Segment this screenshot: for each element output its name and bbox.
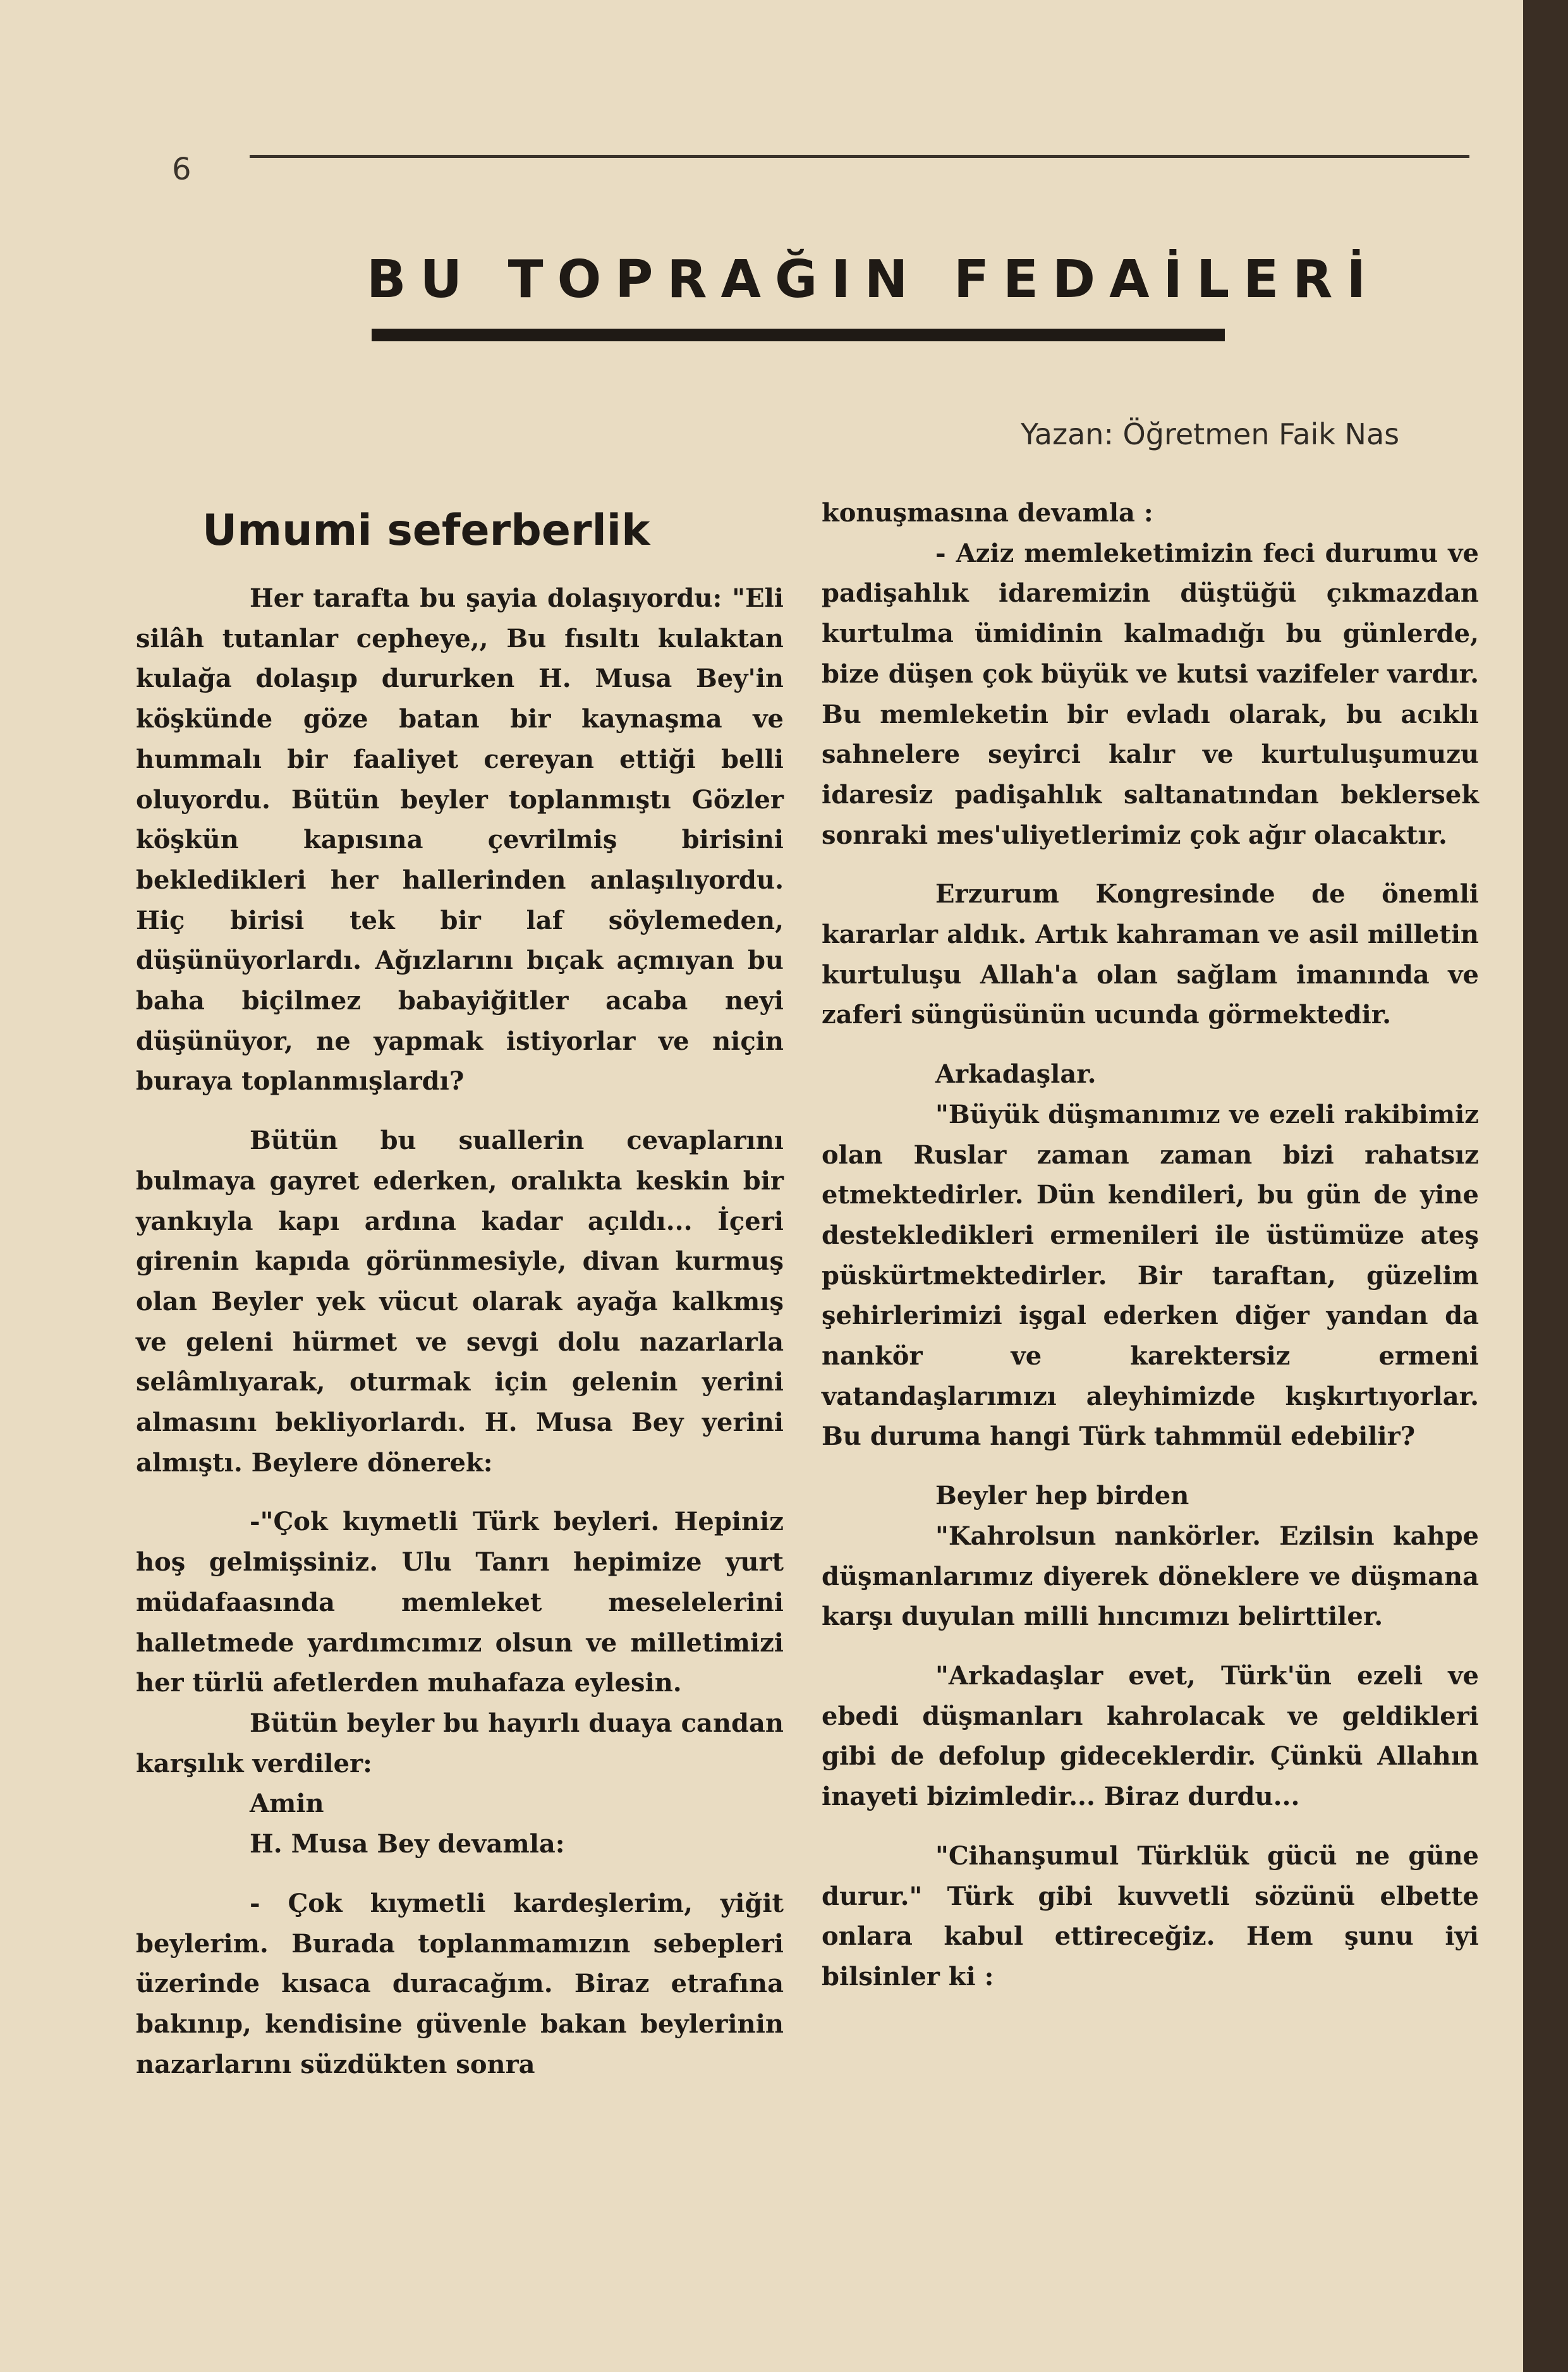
paragraph: Amin xyxy=(250,1789,324,1819)
paragraph: "Arkadaşlar evet, Türk'ün ezeli ve ebedi düşmanları kahrolacak ve geldikleri gibi de defolup gideceklerdir. Çünkü Allahın inayeti bizimledir... Biraz durdu... xyxy=(822,1660,1479,1812)
paragraph: Bütün beyler bu hayırlı duaya candan karşılık verdiler: xyxy=(136,1708,784,1779)
paragraph: "Cihanşumul Türklük gücü ne güne durur." Türk gibi kuvvetli sözünü elbette onlara kabul ettireceğiz. Hem şunu iyi bilsinler ki : xyxy=(822,1840,1479,1992)
section-title: Umumi seferberlik xyxy=(202,506,650,556)
article-title: BU TOPRAĞIN FEDAİLERİ xyxy=(367,250,1380,310)
paragraph: Bütün bu suallerin cevaplarını bulmaya gayret ederken, oralıkta keskin bir yankıyla kapı ardına kadar açıldı... İçeri girenin kapıda görünmesiyle, divan kurmuş olan Beyler yek vücut olarak ayağa kalkmış ve geleni hürmet ve sevgi dolu nazarlarla selâmlıyarak, oturmak için gelenin yerini almasını bekliyorlardı. H. Musa Bey yerini almıştı. Beylere dönerek: xyxy=(136,1126,784,1478)
paragraph: Beyler hep birden xyxy=(935,1481,1189,1511)
paragraph: - Aziz memleketimizin feci durumu ve padişahlık idaremizin düştüğü çıkmazdan kurtulma ümidinin kalmadığı bu günlerde, bize düşen çok büyük ve kutsi vazifeler vardır. Bu memleketin bir evladı olarak, bu acıklı sahnelere seyirci kalır ve kurtuluşumuzu idaresiz padişahlık saltanatından beklersek sonraki mes'uliyetlerimiz çok ağır olacaktır. xyxy=(822,538,1479,850)
right-column xyxy=(822,493,1479,1997)
page-number: 6 xyxy=(172,152,191,187)
title-underline xyxy=(372,329,1225,341)
paragraph: - Çok kıymetli kardeşlerim, yiğit beylerim. Burada toplanmamızın sebepleri üzerinde kısaca duracağım. Biraz etrafına bakınıp, kendisine güvenle bakan beylerinin nazarlarını süzdükten sonra xyxy=(136,1888,784,2079)
top-rule xyxy=(250,155,1469,158)
paragraph: Her tarafta bu şayia dolaşıyordu: "Eli silâh tutanlar cepheye,, Bu fısıltı kulaktan kulağa dolaşıp dururken H. Musa Bey'in köşkünde göze batan bir kaynaşma ve hummalı bir faaliyet cereyan ettiği belli oluyordu. Bütün beyler toplanmıştı Gözler köşkün kapısına çevrilmiş birisini bekledikleri her hallerinden anlaşılıyordu. Hiç birisi tek bir laf söylemeden, düşünüyorlardı. Ağızlarını bıçak açmıyan bu baha biçilmez babayiğitler acaba neyi düşünüyor, ne yapmak istiyorlar ve niçin buraya toplanmışlardı? xyxy=(136,583,784,1097)
byline: Yazan: Öğretmen Faik Nas xyxy=(1021,417,1400,451)
paragraph: "Kahrolsun nankörler. Ezilsin kahpe düşmanlarımız diyerek döneklere ve düşmana karşı duyulan milli hıncımızı belirttiler. xyxy=(822,1521,1479,1632)
paragraph: -"Çok kıymetli Türk beyleri. Hepiniz hoş gelmişsiniz. Ulu Tanrı hepimize yurt müdafaasında memleket meselelerini halletmede yardımcımız olsun ve milletimizi her türlü afetlerden muhafaza eylesin. xyxy=(136,1507,784,1698)
paragraph: Arkadaşlar. xyxy=(935,1059,1097,1090)
left-column xyxy=(136,578,784,2084)
paragraph: H. Musa Bey devamla: xyxy=(250,1829,565,1859)
paragraph: "Büyük düşmanımız ve ezeli rakibimiz olan Ruslar zaman zaman bizi rahatsız etmektedirler. Dün kendileri, bu gün de yine destekledikleri ermenileri ile üstümüze ateş püskürtmektedirler. Bir taraftan, güzelim şehirlerimizi işgal ederken diğer yandan da nankör ve karektersiz ermeni vatandaşlarımızı aleyhimizde kışkırtıyorlar. Bu duruma hangi Türk tahmmül edebilir? xyxy=(822,1099,1479,1452)
paragraph: Erzurum Kongresinde de önemli kararlar aldık. Artık kahraman ve asil milletin kurtuluşu Allah'a olan sağlam imanında ve zaferi süngüsünün ucunda görmektedir. xyxy=(822,879,1479,1030)
paragraph: konuşmasına devamla : xyxy=(822,498,1153,528)
